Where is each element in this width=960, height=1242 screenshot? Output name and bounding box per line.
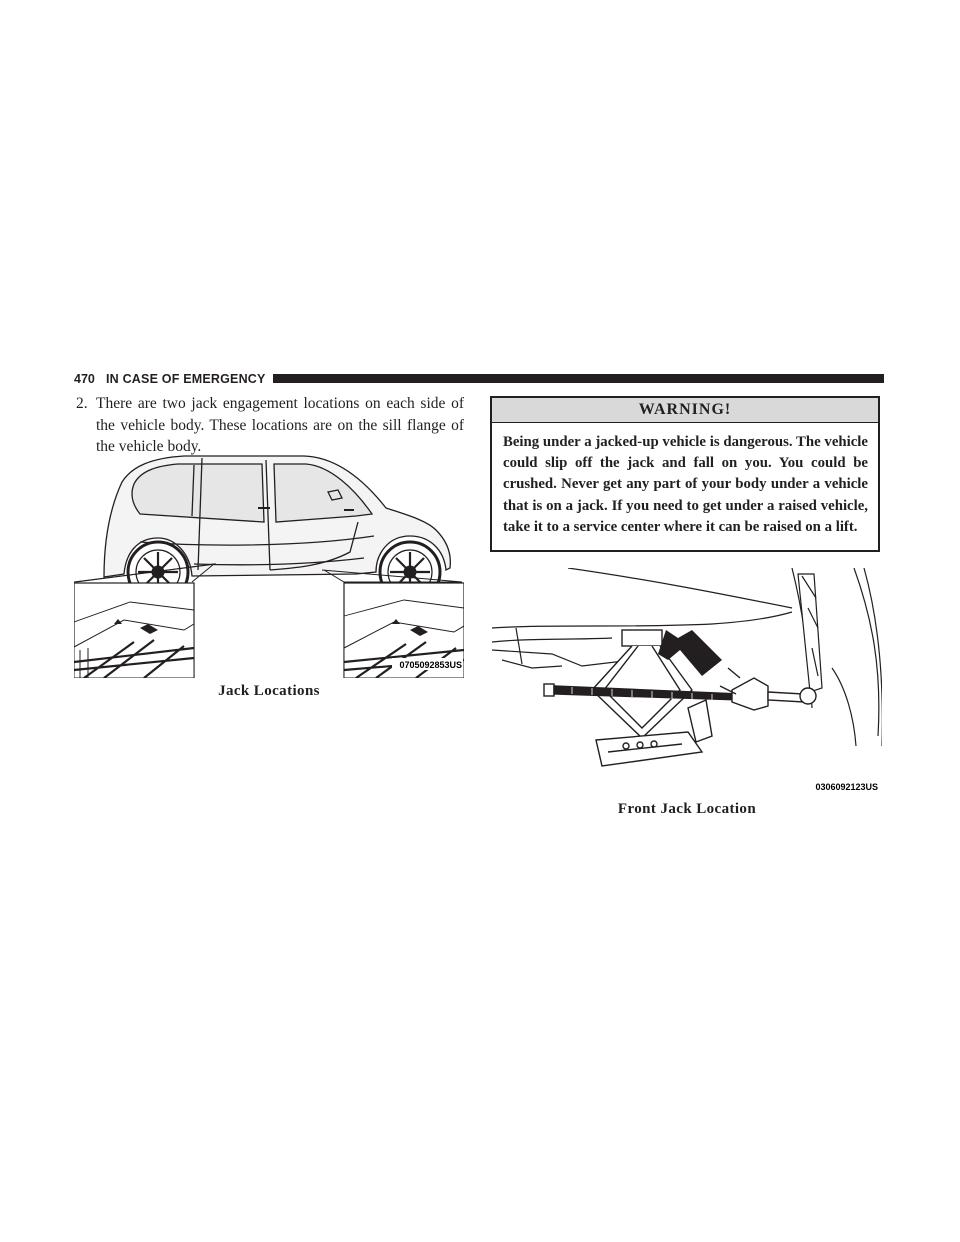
front-jack-caption: Front Jack Location bbox=[617, 801, 757, 817]
front-jack-image-code: 0306092123US bbox=[815, 782, 878, 792]
step-item bbox=[76, 393, 464, 458]
jack-locations-caption: Jack Locations bbox=[218, 683, 320, 699]
minivan-illustration bbox=[74, 452, 464, 678]
page-header bbox=[74, 372, 884, 386]
header-rule bbox=[273, 374, 884, 383]
page-number: 470 bbox=[74, 372, 95, 386]
step-text: There are two jack engagement locations on each side of the vehicle body. These locations are on the sill flange of the vehicle body. bbox=[96, 395, 464, 455]
scissor-jack-illustration bbox=[492, 568, 882, 796]
step-number: 2. bbox=[76, 395, 88, 412]
section-title: IN CASE OF EMERGENCY bbox=[106, 372, 266, 386]
front-jack-figure bbox=[492, 568, 882, 796]
warning-body: Being under a jacked-up vehicle is dangerous. The vehicle could slip off the jack and fall on you. You could be crushed. Never get any part of your body under a vehicle that is on a jack. If you need to get under a raised vehicle, take it to a service center where it can be raised on a lift. bbox=[503, 434, 868, 535]
jack-locations-image-code: 0705092853US bbox=[399, 660, 462, 670]
warning-title: WARNING! bbox=[492, 398, 878, 423]
jack-locations-figure bbox=[74, 452, 464, 678]
warning-box bbox=[490, 396, 880, 552]
